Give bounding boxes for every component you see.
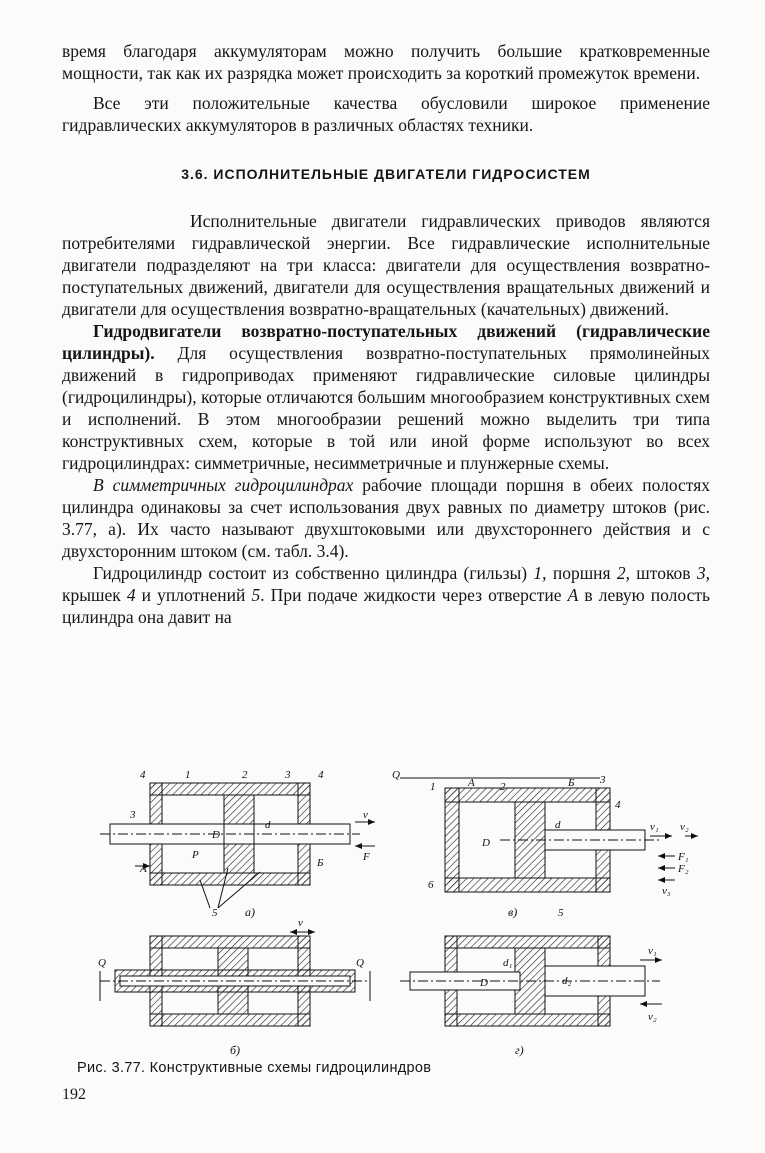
paragraph-cylinders [62, 320, 710, 474]
paragraph-continued: время благодаря аккумуляторам можно получить большие кратковременные мощности, так как их разрядка может происходить за короткий промежуток времени. [62, 41, 710, 83]
n4: 4 [126, 585, 136, 605]
page-text [62, 40, 710, 628]
figure-a [100, 768, 380, 918]
label-v1: v₁ [648, 945, 657, 957]
page-number: 192 [62, 1086, 86, 1103]
figure-caption: Рис. 3.77. Конструктивные схемы гидроцилиндров [77, 1060, 432, 1076]
paragraph-symmetric-text: рабочие площади поршня в обеих полостях цилиндра одинаковы за счет использования двух равных по диаметру штоков (рис. 3.77, а). Их часто называют двухштоковыми или двухстороннего действия и с двухсторонним штоком (см. табл. 3.4). [62, 475, 710, 561]
label-Q-right: Q [356, 957, 364, 969]
label-1: 1 [430, 781, 436, 793]
t4: , крышек [62, 563, 710, 605]
label-4b: 4 [318, 769, 324, 781]
label-F1: F₁ [678, 851, 689, 863]
n2: 2 [616, 563, 626, 583]
label-d2: d₂ [562, 975, 572, 987]
label-v: v [298, 917, 303, 929]
section-heading: 3.6. ИСПОЛНИТЕЛЬНЫЕ ДВИГАТЕЛИ ГИДРОСИСТЕМ [181, 166, 591, 182]
label-1: 1 [185, 769, 191, 781]
label-v2: v₂ [680, 821, 689, 833]
label-Q: Q [392, 769, 400, 781]
t5: и уплотнений [135, 585, 252, 605]
label-D: D [480, 977, 488, 989]
label-P: P [192, 849, 199, 861]
label-3: 3 [285, 769, 291, 781]
t2: , поршня [542, 563, 617, 583]
label-v2: v₂ [648, 1011, 657, 1023]
paragraph-cylinders-text: Для осуществления возвратно-поступательных прямолинейных движений в гидроприводах применяют гидравлические силовые цилиндры (гидроцилиндры), которые отличаются большим многообразием конструктивных схем и исполнений. В этом многообразии решений можно выделить три типа конструктивных схем, которые в той или иной форме используют во всех гидроцилиндрах: симметричные, несимметричные и плунжерные схемы. [62, 343, 710, 473]
paragraph-symmetric [62, 474, 710, 562]
label-d: d [555, 819, 561, 831]
label-A: A [140, 863, 147, 875]
label-B: Б [568, 777, 575, 789]
t6: . При подаче жидкости через отверстие [260, 585, 568, 605]
sublabel-a: а) [245, 905, 255, 919]
label-F2: F₂ [678, 863, 689, 875]
label-D: D [212, 829, 220, 841]
t1: Гидроцилиндр состоит из собственно цилиндра (гильзы) [93, 563, 534, 583]
n1: 1 [533, 563, 543, 583]
label-A: A [468, 777, 475, 789]
label-5: 5 [558, 907, 564, 919]
label-F: F [363, 851, 370, 863]
sublabel-g: г) [515, 1043, 524, 1057]
label-4: 4 [615, 799, 621, 811]
label-3b: 3 [130, 809, 136, 821]
t3: , штоков [625, 563, 697, 583]
t7: в левую полость цилиндра она давит на [62, 585, 710, 627]
sublabel-b: б) [230, 1043, 241, 1057]
paragraph-accumulators: Все эти положительные качества обусловили широкое применение гидравлических аккумуляторов в различных областях техники. [62, 93, 710, 135]
figure-g [400, 926, 700, 1061]
figure-v [392, 768, 700, 919]
letter-A: А [567, 585, 579, 605]
italic-term: В симметричных гидроцилиндрах [93, 475, 354, 495]
label-v: v [363, 809, 368, 821]
sublabel-v: в) [508, 905, 518, 919]
label-d: d [265, 819, 271, 831]
label-D: D [482, 837, 490, 849]
figure-3-77 [90, 768, 730, 1068]
label-4: 4 [140, 769, 146, 781]
n3: 3 [696, 563, 706, 583]
label-2: 2 [242, 769, 248, 781]
subheading-bold: Гидродвигатели возвратно-поступательных движений (гидравлические цилиндры). [62, 321, 710, 363]
label-B: Б [317, 857, 324, 869]
label-v1: v₁ [650, 821, 659, 833]
paragraph-components [62, 562, 710, 628]
label-2: 2 [500, 781, 506, 793]
n5: 5 [251, 585, 261, 605]
label-d1: d₁ [503, 957, 513, 969]
paragraph-intro: Исполнительные двигатели гидравлических приводов являются потребителями гидравлической энергии. Все гидравлические исполнительные двигатели подразделяют на три класса: двигатели для осуществления возвратно-поступательных движений, двигатели для осуществления вращательных движений и двигатели для осуществления возвратно-вращательных (качательных) движений. [62, 211, 710, 319]
label-3: 3 [600, 774, 606, 786]
figure-b [90, 917, 380, 1061]
label-5: 5 [212, 907, 218, 919]
label-v3: v₃ [662, 885, 671, 897]
label-Q-left: Q [98, 957, 106, 969]
label-6: 6 [428, 879, 434, 891]
